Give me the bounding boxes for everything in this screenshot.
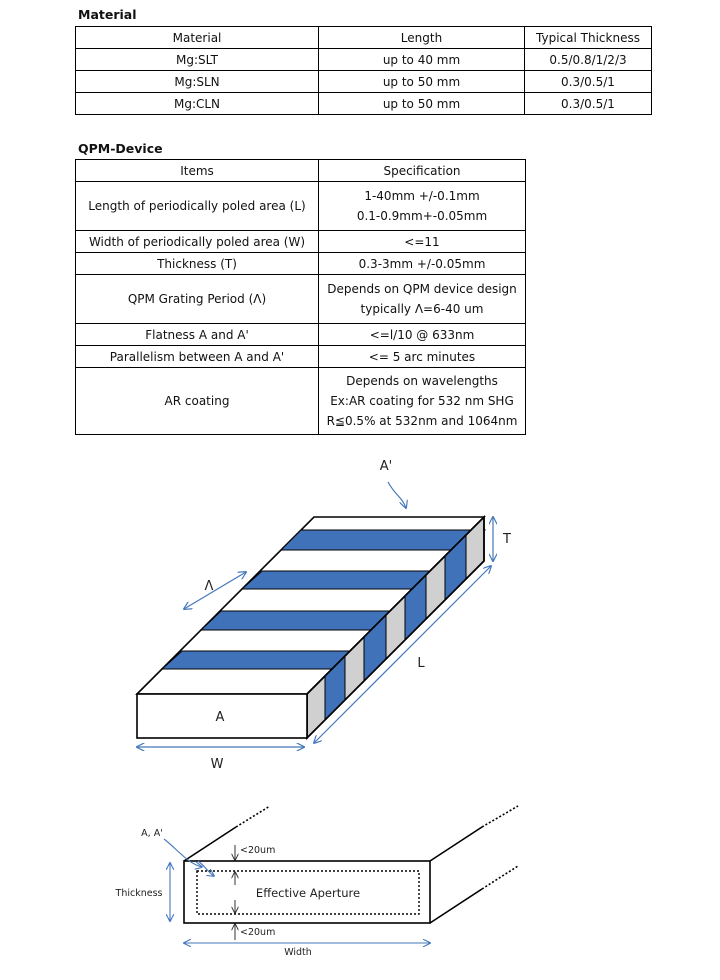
column-header-thickness: Typical Thickness <box>525 27 652 49</box>
item-cell: Parallelism between A and A' <box>76 346 319 368</box>
material-cell: Mg:CLN <box>76 93 319 115</box>
item-cell: Flatness A and A' <box>76 324 319 346</box>
length-label: L <box>417 656 425 671</box>
spec-line: R≦0.5% at 532nm and 1064nm <box>326 414 518 428</box>
column-header-specification: Specification <box>319 160 526 182</box>
spec-line: typically Λ=6-40 um <box>360 302 484 316</box>
column-header-items: Items <box>76 160 319 182</box>
spec-cell: <= 5 arc minutes <box>319 346 526 368</box>
spec-line: 1-40mm +/-0.1mm <box>364 189 480 203</box>
spec-line: Ex:AR coating for 532 nm SHG <box>330 394 514 408</box>
length-cell: up to 50 mm <box>319 71 525 93</box>
a-prime-arrow <box>388 482 406 508</box>
poled-stripe <box>162 651 360 669</box>
top-gap-label: <20um <box>240 845 276 856</box>
qpm-section-title: QPM-Device <box>78 141 163 156</box>
item-cell: Length of periodically poled area (L) <box>76 182 319 231</box>
length-cell: up to 40 mm <box>319 49 525 71</box>
face-a-label: A <box>215 710 225 725</box>
item-cell: Width of periodically poled area (W) <box>76 231 319 253</box>
item-cell: Thickness (T) <box>76 253 319 275</box>
material-cell: Mg:SLT <box>76 49 319 71</box>
face-a-prime-label: A' <box>379 459 393 474</box>
aperture-diagram <box>115 806 518 958</box>
material-cell: Mg:SLN <box>76 71 319 93</box>
aperture-thickness-label: Thickness <box>115 888 163 899</box>
poled-stripe <box>201 611 402 630</box>
spec-line: Depends on wavelengths <box>346 374 498 388</box>
column-header-material: Material <box>76 27 319 49</box>
spec-line: 0.1-0.9mm+-0.05mm <box>356 209 488 223</box>
spec-cell: <=l/10 @ 633nm <box>319 324 526 346</box>
thickness-cell: 0.3/0.5/1 <box>525 93 652 115</box>
face-a-a-prime-label: A, A' <box>141 828 163 839</box>
material-section-title: Material <box>78 7 137 22</box>
item-cell: AR coating <box>76 368 319 435</box>
spec-line: Depends on QPM device design <box>327 282 517 296</box>
length-cell: up to 50 mm <box>319 93 525 115</box>
period-label: Λ <box>204 579 214 594</box>
aperture-width-label: Width <box>284 947 312 958</box>
item-cell: QPM Grating Period (Λ) <box>76 275 319 324</box>
thickness-cell: 0.3/0.5/1 <box>525 71 652 93</box>
bottom-gap-label: <20um <box>240 927 276 938</box>
thickness-cell: 0.5/0.8/1/2/3 <box>525 49 652 71</box>
column-header-length: Length <box>319 27 525 49</box>
spec-cell: 0.3-3mm +/-0.05mm <box>319 253 526 275</box>
spec-cell: <=11 <box>319 231 526 253</box>
thickness-label: T <box>503 532 511 547</box>
width-label: W <box>210 757 224 772</box>
effective-aperture-label: Effective Aperture <box>255 886 361 900</box>
